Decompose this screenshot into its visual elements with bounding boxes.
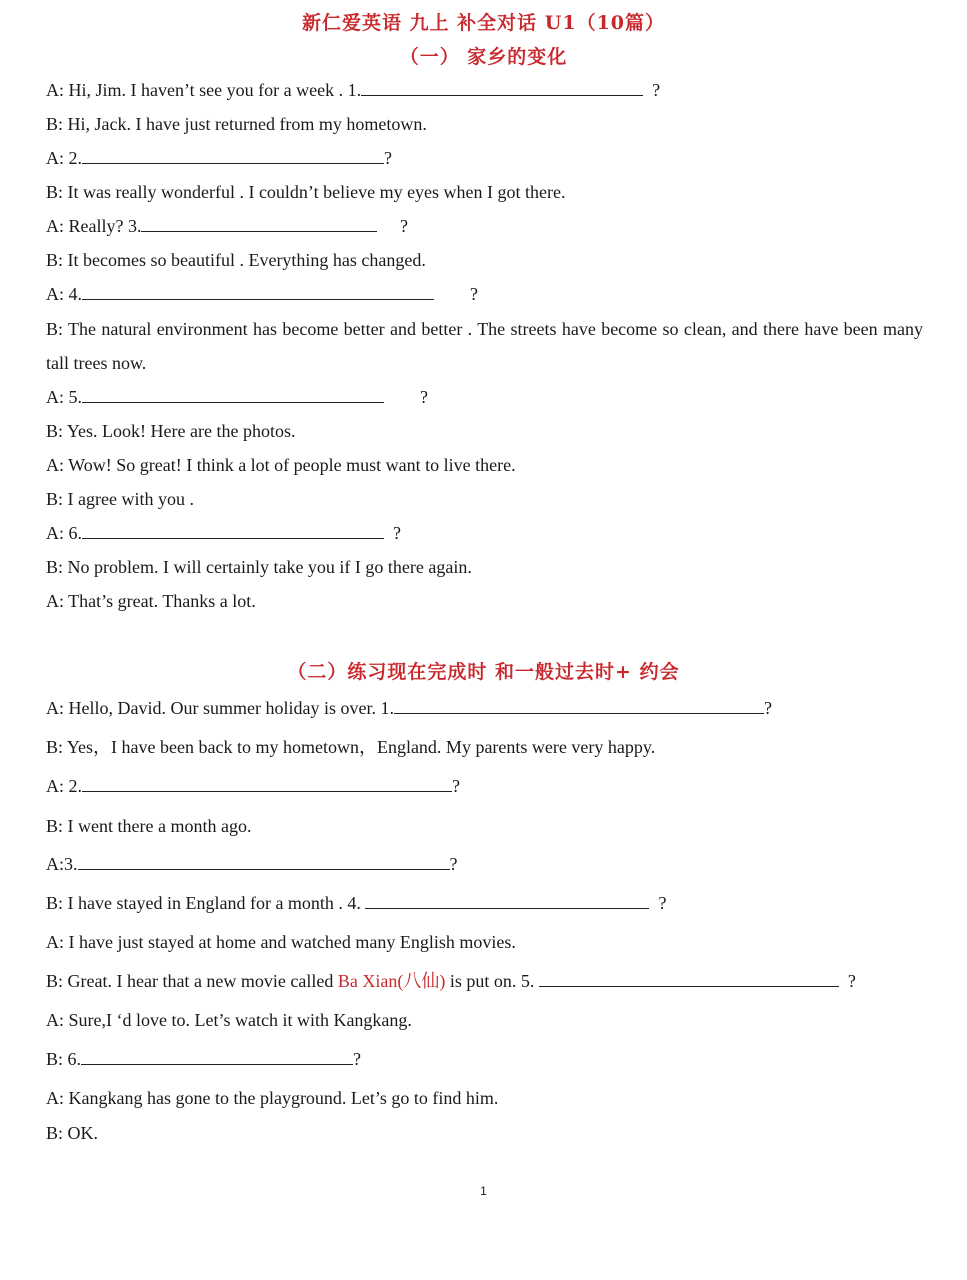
answer-blank-d2-2[interactable] — [82, 775, 452, 792]
dialogue1-line-10: B: Yes. Look! Here are the photos. — [46, 421, 296, 441]
dialogue2-line-2: B: Yes，I have been back to my hometown，England. My parents were very happy. — [46, 737, 656, 757]
section-title-2: （二）练习现在完成时 和一般过去时+ 约会 — [287, 661, 680, 683]
dialogue1-line-2: B: Hi, Jack. I have just returned from my hometown. — [46, 114, 427, 134]
answer-blank-5[interactable] — [82, 386, 384, 403]
dialogue1-line-13: A: 6. ? — [46, 523, 401, 543]
answer-blank-4[interactable] — [82, 283, 434, 300]
dialogue1-line-9: A: 5. ? — [46, 387, 428, 407]
dialogue2-line-8: B: Great. I hear that a new movie called Ba Xian(八仙) is put on. 5. ? — [46, 971, 856, 991]
dialogue1-line-6: B: It becomes so beautiful . Everything has changed. — [46, 250, 426, 270]
page-number: 1 — [480, 1184, 487, 1198]
dialogue2-line-3: A: 2. ? — [46, 776, 460, 796]
answer-blank-d2-6[interactable] — [81, 1048, 353, 1065]
answer-blank-6[interactable] — [82, 522, 384, 539]
answer-blank-2[interactable] — [82, 147, 384, 164]
dialogue2-line-12: B: OK. — [46, 1123, 99, 1143]
dialogue1-line-7: A: 4. ? — [46, 284, 478, 304]
answer-blank-d2-1[interactable] — [394, 697, 764, 714]
answer-blank-d2-3[interactable] — [78, 853, 450, 870]
dialogue1-line-4: B: It was really wonderful . I couldn’t believe my eyes when I got there. — [46, 182, 566, 202]
dialogue1-line-14: B: No problem. I will certainly take you if I go there again. — [46, 557, 472, 577]
dialogue2-line-11: A: Kangkang has gone to the playground. Let’s go to find him. — [46, 1088, 499, 1108]
answer-blank-3[interactable] — [141, 215, 377, 232]
movie-title-highlight: Ba Xian(八仙) — [337, 971, 446, 991]
answer-blank-d2-5[interactable] — [539, 970, 839, 987]
dialogue1-line-5: A: Really? 3. ? — [46, 216, 408, 236]
dialogue1-line-8: B: The natural environment has become better and better . The streets have become so clean, and there have been many tall trees now. — [46, 319, 923, 373]
section-title-1: （一） 家乡的变化 — [399, 46, 568, 68]
answer-blank-1[interactable] — [361, 79, 643, 96]
dialogue2-line-9: A: Sure,I ‘d love to. Let’s watch it with Kangkang. — [46, 1010, 412, 1030]
dialogue1-line-15: A: That’s great. Thanks a lot. — [46, 591, 256, 611]
answer-blank-d2-4[interactable] — [365, 892, 649, 909]
dialogue2-line-6: B: I have stayed in England for a month . 4. ? — [46, 893, 667, 913]
dialogue1-line-3: A: 2. ? — [46, 148, 392, 168]
dialogue1-line-1: A: Hi, Jim. I haven’t see you for a week . 1. ? — [46, 80, 661, 100]
dialogue2-line-1: A: Hello, David. Our summer holiday is over. 1. ? — [46, 698, 772, 718]
dialogue1-line-11: A: Wow! So great! I think a lot of people must want to live there. — [46, 455, 516, 475]
page-title: 新仁爱英语 九上 补全对话 U1（10篇） — [301, 12, 666, 34]
dialogue2-line-5: A:3. ? — [46, 854, 458, 874]
dialogue2-line-10: B: 6. ? — [46, 1049, 362, 1069]
dialogue2-line-4: B: I went there a month ago. — [46, 816, 252, 836]
dialogue2-line-7: A: I have just stayed at home and watched many English movies. — [46, 932, 516, 952]
dialogue1-line-12: B: I agree with you . — [46, 489, 194, 509]
